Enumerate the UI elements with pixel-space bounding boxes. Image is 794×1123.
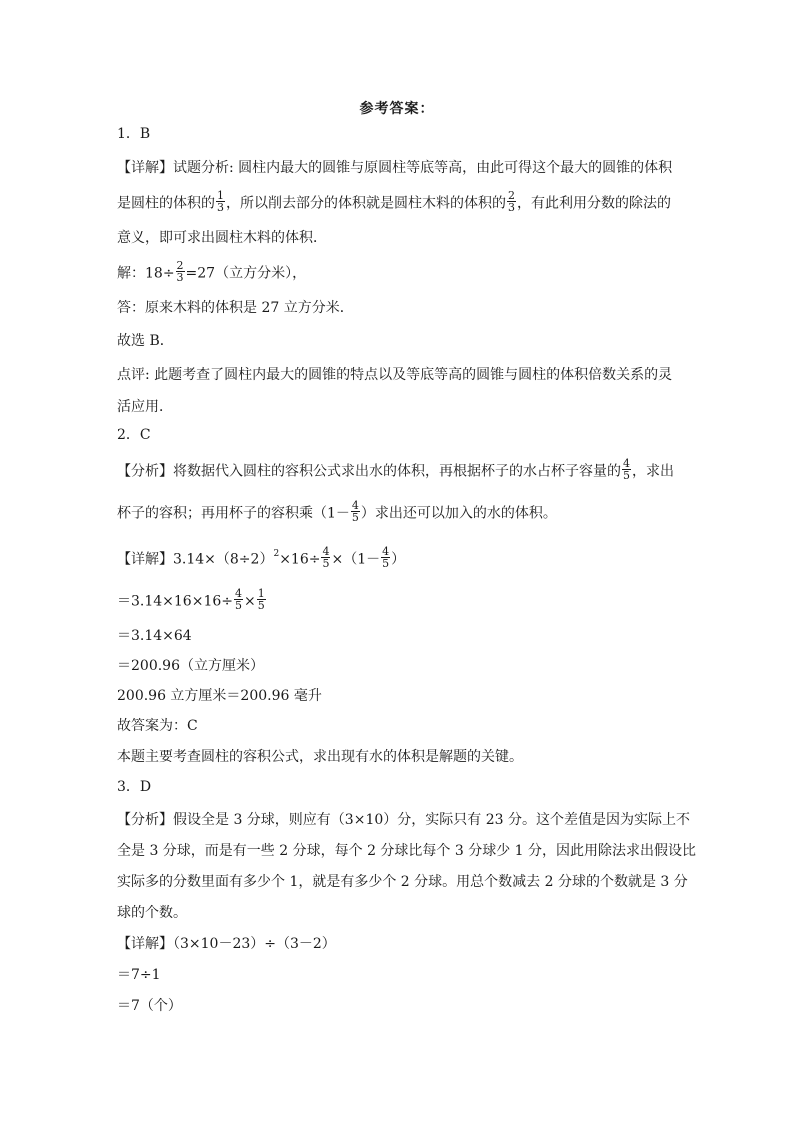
answer-1-line-6: 故选 B．: [117, 333, 174, 349]
fraction: $\frac{1}{3}$: [217, 189, 224, 214]
answer-3-line-5: 【详解】（3×10－23）÷（3－2）: [117, 936, 336, 952]
answer-2-line-8: 故答案为：C: [117, 718, 198, 734]
answer-3-line-3: 实际多的分数里面有多少个 1，就是有多少个 2 分球。用总个数减去 2 分球的个数就是 3 分: [117, 874, 688, 890]
fraction: $\frac{4}{5}$: [623, 457, 630, 482]
answer-3-line-1: 【分析】假设全是 3 分球，则应有（3×10）分，实际只有 23 分。这个差值是因为实际上不: [117, 812, 690, 828]
answer-1-line-8: 活应用．: [117, 399, 173, 415]
answer-3-line-4: 球的个数。: [117, 905, 187, 921]
answer-1-line-7: 点评: 此题考查了圆柱内最大的圆锥的特点以及等底等高的圆锥与圆柱的体积倍数关系的灵: [117, 367, 673, 383]
fraction: $\frac{1}{5}$: [257, 587, 265, 612]
answer-1-line-2: 是圆柱的体积的 $\frac{1}{3}$ ，所以削去部分的体积就是圆柱木料的体积的 $\frac{2}{3}$ ，有此利用分数的除法的: [117, 189, 671, 214]
answer-3-heading: 3．D: [117, 779, 152, 795]
page-title: 参考答案：: [359, 101, 435, 117]
answer-2-line-2: 杯子的容积；再用杯子的容积乘（1－ $\frac{4}{5}$ ）求出还可以加入的水的体积。: [117, 499, 557, 524]
fraction: $\frac{4}{5}$: [351, 499, 359, 524]
answer-3-line-7: ＝7（个）: [117, 998, 182, 1014]
fraction: $\frac{4}{5}$: [382, 545, 390, 571]
answer-2-line-3: 【详解】$3.14\times(8\div 2)^2\times 16\div$ $\frac{4}{5}$ ×（1－ $\frac{4}{5}$ ）: [117, 545, 406, 571]
fraction: $\frac{4}{5}$: [322, 545, 330, 571]
answer-3-line-2: 全是 3 分球，而是有一些 2 分球，每个 2 分球比每个 3 分球少 1 分，因此用除法求出假设比: [117, 843, 697, 859]
fraction: $\frac{4}{5}$: [235, 587, 242, 612]
answer-1-line-5: 答：原来木料的体积是 27 立方分米．: [117, 300, 354, 316]
answer-2-line-1: 【分析】将数据代入圆柱的容积公式求出水的体积，再根据杯子的水占杯子容量的 $\frac{4}{5}$ ，求出: [117, 457, 674, 482]
fraction: $\frac{2}{3}$: [176, 259, 184, 284]
answer-1-line-4: 解：18÷ $\frac{2}{3}$ =27（立方分米），: [117, 259, 307, 284]
answer-2-heading: 2．C: [117, 427, 151, 443]
fraction: $\frac{2}{3}$: [508, 189, 515, 214]
answer-1-line-3: 意义，即可求出圆柱木料的体积．: [117, 230, 327, 246]
answer-2-line-4: ＝3.14×16×16÷ $\frac{4}{5}$ × $\frac{1}{5}$: [117, 587, 265, 612]
answer-2-line-5: ＝3.14×64: [117, 628, 192, 644]
answer-1-heading: 1．B: [117, 126, 151, 142]
answer-2-line-6: ＝200.96（立方厘米）: [117, 658, 264, 674]
answer-2-line-9: 本题主要考查圆柱的容积公式，求出现有水的体积是解题的关键。: [117, 749, 523, 765]
answer-3-line-6: ＝7÷1: [117, 967, 161, 983]
answer-1-line-1: 【详解】试题分析: 圆柱内最大的圆锥与原圆柱等底等高，由此可得这个最大的圆锥的体积: [117, 160, 673, 176]
answer-2-line-7: 200.96 立方厘米＝200.96 毫升: [117, 688, 322, 704]
